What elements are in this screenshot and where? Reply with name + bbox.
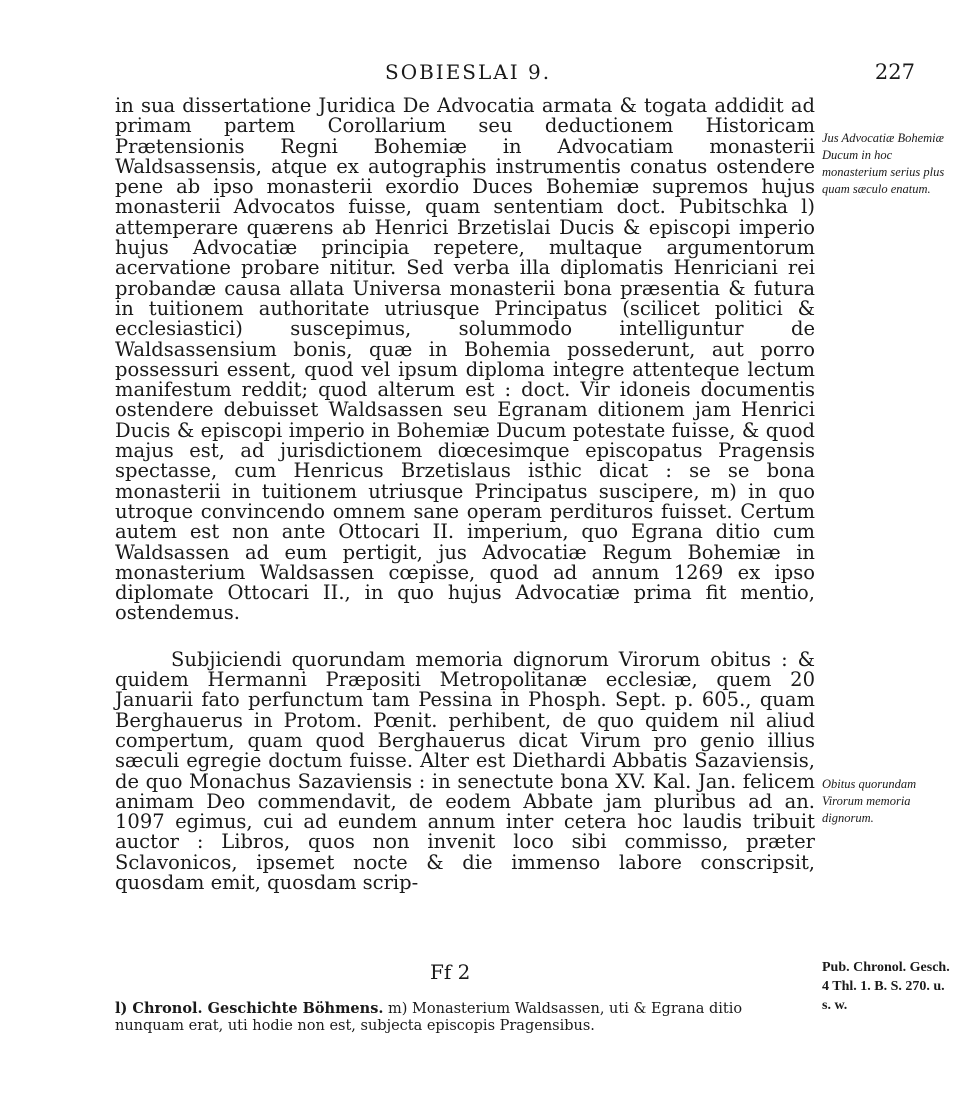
- footnotes: [115, 1000, 815, 1035]
- margin-note-reference: Pub. Chronol. Gesch. 4 Thl. 1. B. S. 270. u. s. w.: [822, 960, 950, 1013]
- paragraph-advocatia: in sua dissertatione Juridica De Advocatia armata & togata addidit ad primam partem Corollarium seu deductionem Historicam Prætensionis Regni Bohemiæ in Advocatiam monasterii Waldsassensis, atque ex autographis instrumentis conatus ostendere pene ab ipso monasterii exordio Duces Bohemiæ supremos hujus monasterii Advocatos fuisse, quam sententiam doct. Pubitschka l) attemperare quærens ab Henrici Brzetislai Ducis & episcopi imperio hujus Advocatiæ principia repetere, multaque argumentorum acervatione probare nititur. Sed verba illa diplomatis Henriciani rei probandæ causa allata Universa monasterii bona præsentia & futura in tuitionem authoritate utriusque Principatus (scilicet politici & ecclesiastici) suscepimus, solummodo intelliguntur de Waldsassensium bonis, quæ in Bohemia possederunt, aut porro possessuri essent, quod vel ipsum diploma integre attenteque lectum manifestum reddit; quod alterum est : doct. Vir idoneis documentis ostendere debuisset Waldsassen seu Egranam ditionem jam Henrici Ducis & episcopi imperio in Bohemiæ Ducum potestate fuisse, & quod majus est, ad jurisdictionem diœcesimque episcopatus Pragensis spectasse, cum Henricus Brzetislaus isthic dicat : se se bona monasterii in tuitionem utriusque Principatus suscipere, m) in quo utroque convincendo omnem sane operam perdituros fuisset. Certum autem est non ante Ottocari II. imperium, quo Egrana ditio cum Waldsassen ad eum pertigit, jus Advocatiæ Regum Bohemiæ in monasterium Waldsassen cœpisse, quod ad annum 1269 ex ipso diplomate Ottocari II., in quo hujus Advocatiæ prima fit mentio, ostendemus.: [115, 94, 815, 625]
- margin-note-advocatia: Jus Advocatiæ Bohemiæ Ducum in hoc monasterium serius plus quam sæculo enatum.: [822, 131, 945, 196]
- footnote-l: l) Chronol. Geschichte Böhmens.: [115, 1000, 384, 1017]
- paragraph-obitus: Subjiciendi quorundam memoria dignorum Virorum obitus : & quidem Hermanni Præpositi Metropolitanæ ecclesiæ, quem 20 Januarii fato perfunctum tam Pessina in Phosph. Sept. p. 605., quam Berghauerus in Protom. Pœnit. perhibent, de quo quidem nil aliud compertum, quam quod Berghauerus dicat Virum pro genio illius sæculi egregie doctum fuisse. Alter est Diethardi Abbatis Sazaviensis, de quo Monachus Sazaviensis : in senectute bona XV. Kal. Jan. felicem animam Deo commendavit, de eodem Abbate jam pluribus ad an. 1097 egimus, cui ad eundem annum inter cetera hoc laudis tribuit auctor : Libros, quos non invenit loco sibi commisso, præter Sclavonicos, ipsemet nocte & die immenso labore conscripsit, quosdam emit, quosdam scrip-: [115, 647, 815, 894]
- footnote-m: m) Monasterium Waldsassen, uti & Egrana ditio nunquam erat, uti hodie non est, subjecta episcopis Pragensibus.: [115, 1001, 743, 1034]
- signature-mark: Ff 2: [430, 960, 471, 984]
- main-text: [115, 96, 815, 893]
- page-number: 227: [874, 60, 915, 84]
- page-header: [115, 60, 915, 94]
- running-title: SOBIESLAI 9.: [385, 60, 552, 84]
- margin-note-obitus: Obitus quorundam Virorum memoria dignorum.: [822, 777, 917, 825]
